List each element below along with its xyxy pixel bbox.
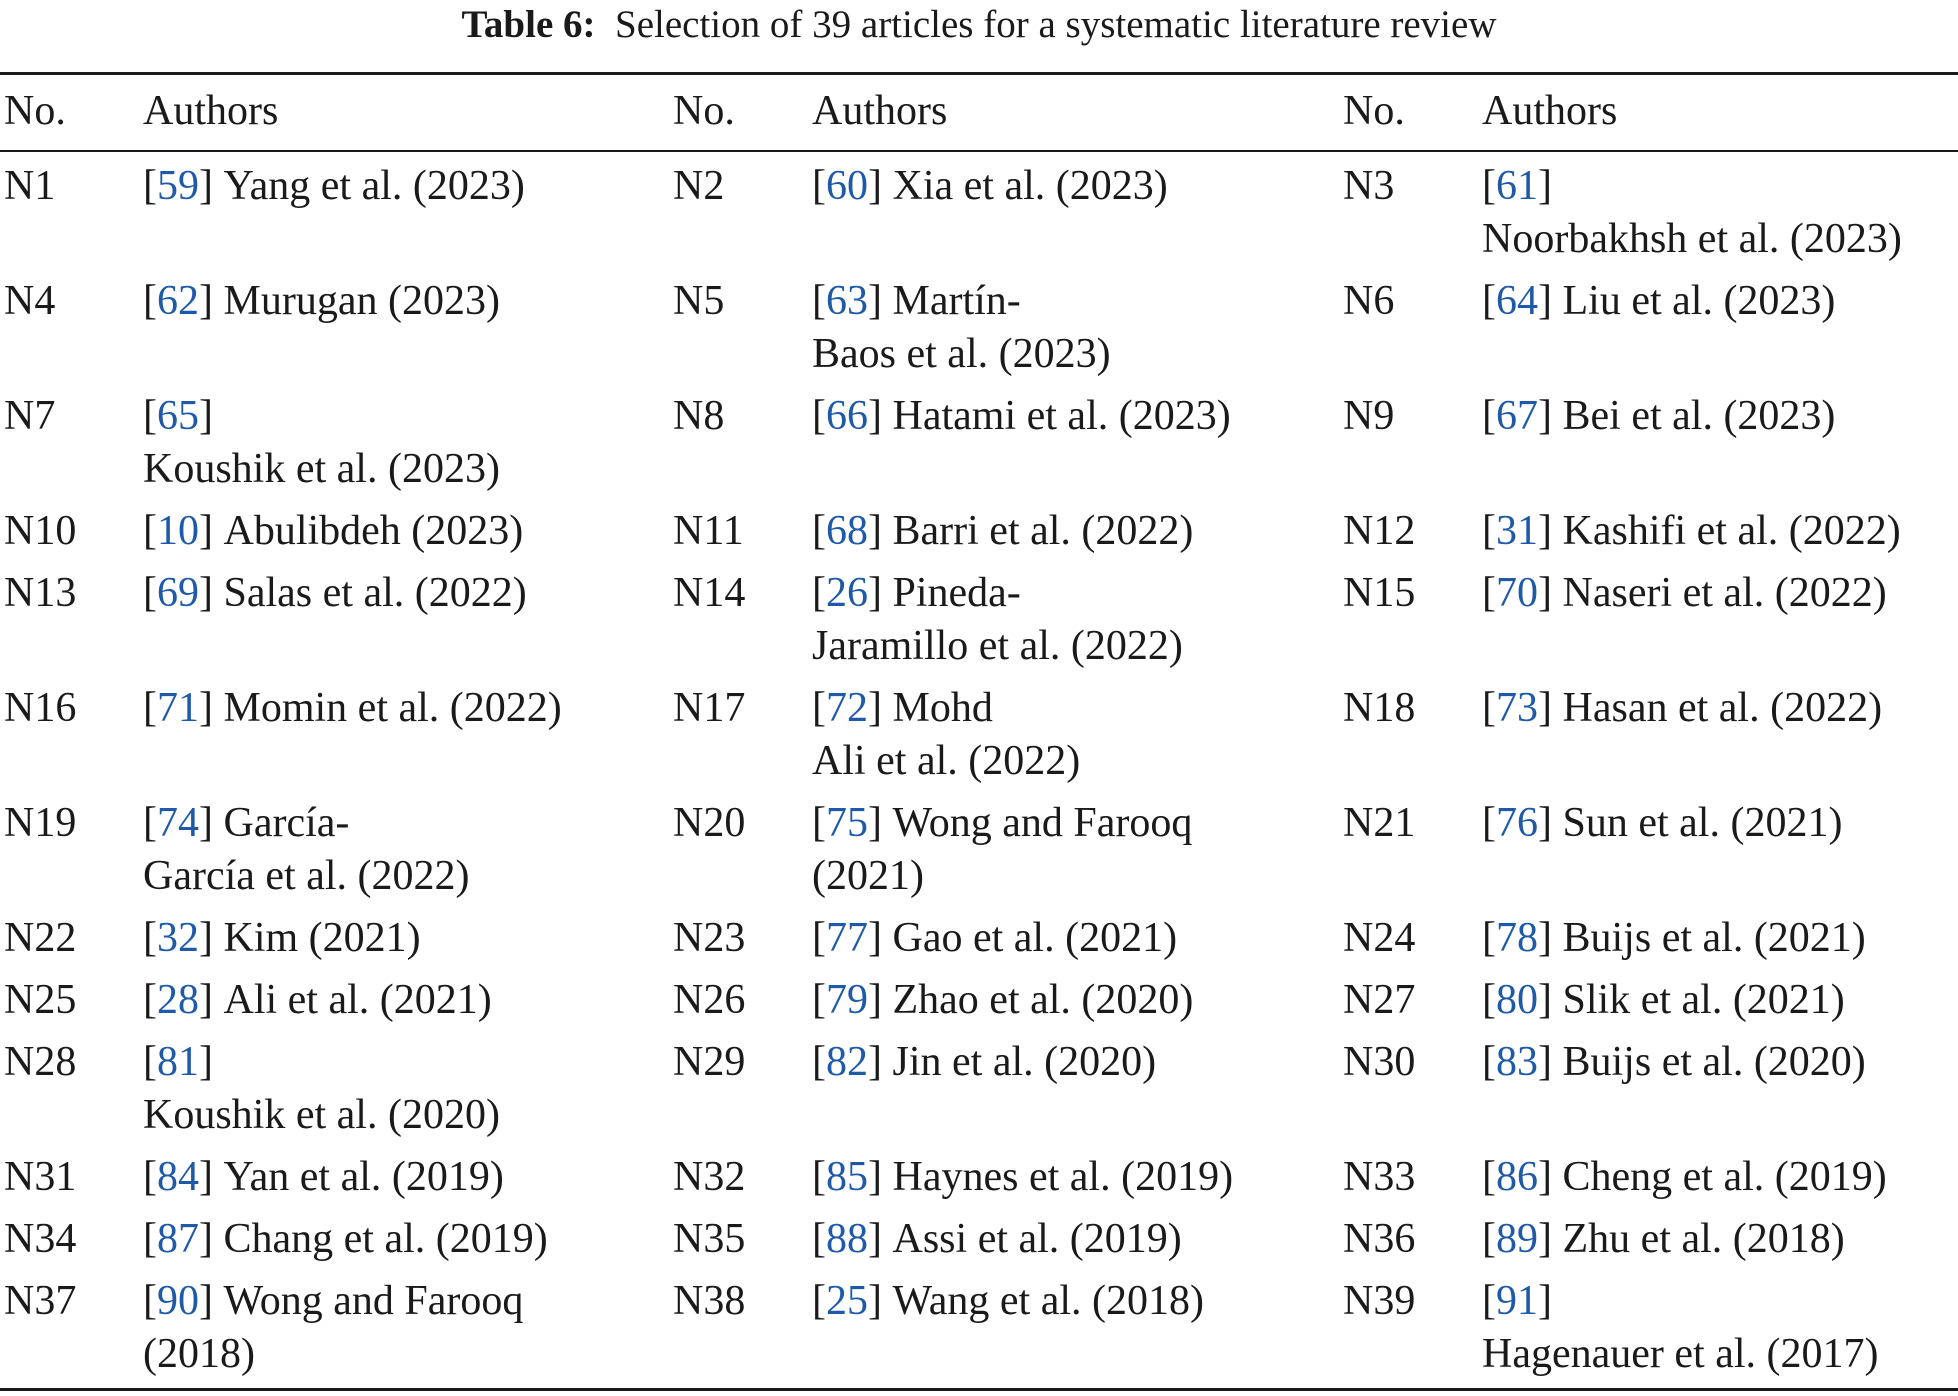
authors-line-1: [91] xyxy=(1482,1278,1552,1324)
article-number: N30 xyxy=(1343,1039,1416,1085)
citation-link[interactable]: 26 xyxy=(826,570,868,616)
article-number: N21 xyxy=(1343,800,1416,846)
article-number: N7 xyxy=(4,393,56,439)
article-number: N32 xyxy=(673,1154,746,1200)
authors-text: Sun et al. (2021) xyxy=(1562,800,1843,846)
article-number: N18 xyxy=(1343,685,1416,731)
authors-line-1: [82] Jin et al. (2020) xyxy=(812,1039,1157,1085)
citation-link[interactable]: 66 xyxy=(826,393,868,439)
bottom-rule xyxy=(0,1388,1958,1391)
article-authors xyxy=(1482,390,1835,443)
article-authors xyxy=(1482,275,1835,328)
authors-text: Martín- xyxy=(892,278,1021,324)
authors-line-1: [88] Assi et al. (2019) xyxy=(812,1216,1182,1262)
authors-text: Gao et al. (2021) xyxy=(892,915,1178,961)
citation-link[interactable]: 10 xyxy=(157,508,199,554)
header-authors: Authors xyxy=(143,88,279,134)
citation-link[interactable]: 82 xyxy=(826,1039,868,1085)
authors-line-1: [84] Yan et al. (2019) xyxy=(143,1154,504,1200)
citation-link[interactable]: 63 xyxy=(826,278,868,324)
citation-link[interactable]: 59 xyxy=(157,163,199,209)
authors-text: Bei et al. (2023) xyxy=(1562,393,1836,439)
article-authors xyxy=(812,390,1231,443)
article-number: N16 xyxy=(4,685,77,731)
citation-link[interactable]: 62 xyxy=(157,278,199,324)
authors-line-1: [85] Haynes et al. (2019) xyxy=(812,1154,1234,1200)
authors-text: Chang et al. (2019) xyxy=(223,1216,548,1262)
authors-text: Naseri et al. (2022) xyxy=(1562,570,1887,616)
article-number: N3 xyxy=(1343,163,1395,209)
citation-link[interactable]: 70 xyxy=(1496,570,1538,616)
authors-text: Momin et al. (2022) xyxy=(223,685,562,731)
authors-line-1: [75] Wong and Farooq xyxy=(812,800,1193,846)
authors-line-1: [66] Hatami et al. (2023) xyxy=(812,393,1231,439)
article-authors xyxy=(812,974,1193,1027)
citation-link[interactable]: 81 xyxy=(157,1039,199,1085)
authors-line-2: Koushik et al. (2020) xyxy=(143,1092,500,1138)
authors-line-1: [83] Buijs et al. (2020) xyxy=(1482,1039,1866,1085)
authors-text: Kim (2021) xyxy=(223,915,421,961)
citation-link[interactable]: 67 xyxy=(1496,393,1538,439)
authors-line-1: [61] xyxy=(1482,163,1552,209)
article-authors xyxy=(1482,974,1845,1027)
article-authors xyxy=(812,567,1183,673)
citation-link[interactable]: 73 xyxy=(1496,685,1538,731)
article-authors xyxy=(143,160,525,213)
article-authors xyxy=(143,390,500,496)
header-authors: Authors xyxy=(1482,88,1618,134)
article-number: N6 xyxy=(1343,278,1395,324)
article-authors xyxy=(812,505,1193,558)
citation-link[interactable]: 28 xyxy=(157,977,199,1023)
authors-line-1: [90] Wong and Farooq xyxy=(143,1278,524,1324)
authors-text: Liu et al. (2023) xyxy=(1562,278,1836,324)
article-authors xyxy=(1482,1151,1887,1204)
article-number: N8 xyxy=(673,393,725,439)
header-no: No. xyxy=(4,88,66,134)
authors-line-2: Hagenauer et al. (2017) xyxy=(1482,1331,1879,1377)
article-number: N23 xyxy=(673,915,746,961)
citation-link[interactable]: 65 xyxy=(157,393,199,439)
article-authors xyxy=(143,1275,523,1381)
citation-link[interactable]: 60 xyxy=(826,163,868,209)
article-number: N37 xyxy=(4,1278,77,1324)
citation-link[interactable]: 89 xyxy=(1496,1216,1538,1262)
article-number: N12 xyxy=(1343,508,1416,554)
authors-line-1: [70] Naseri et al. (2022) xyxy=(1482,570,1887,616)
authors-line-1: [63] Martín- xyxy=(812,278,1021,324)
authors-line-1: [86] Cheng et al. (2019) xyxy=(1482,1154,1887,1200)
authors-text: Kashifi et al. (2022) xyxy=(1562,508,1901,554)
article-number: N19 xyxy=(4,800,77,846)
article-authors xyxy=(812,1036,1156,1089)
article-number: N39 xyxy=(1343,1278,1416,1324)
article-authors xyxy=(1482,797,1842,850)
authors-text: Hatami et al. (2023) xyxy=(892,393,1231,439)
citation-link[interactable]: 76 xyxy=(1496,800,1538,846)
article-number: N34 xyxy=(4,1216,77,1262)
citation-link[interactable]: 80 xyxy=(1496,977,1538,1023)
authors-line-1: [80] Slik et al. (2021) xyxy=(1482,977,1845,1023)
authors-line-2: (2018) xyxy=(143,1331,255,1377)
authors-line-1: [87] Chang et al. (2019) xyxy=(143,1216,548,1262)
citation-link[interactable]: 68 xyxy=(826,508,868,554)
article-number: N11 xyxy=(673,508,744,554)
authors-text: Wang et al. (2018) xyxy=(892,1278,1205,1324)
article-number: N9 xyxy=(1343,393,1395,439)
article-authors xyxy=(812,1275,1204,1328)
authors-text: Ali et al. (2021) xyxy=(223,977,492,1023)
citation-link[interactable]: 88 xyxy=(826,1216,868,1262)
authors-text: Yan et al. (2019) xyxy=(223,1154,504,1200)
authors-line-1: [71] Momin et al. (2022) xyxy=(143,685,562,731)
authors-text: Zhu et al. (2018) xyxy=(1562,1216,1845,1262)
authors-line-1: [69] Salas et al. (2022) xyxy=(143,570,527,616)
header-no: No. xyxy=(673,88,735,134)
authors-line-1: [65] xyxy=(143,393,213,439)
authors-line-1: [77] Gao et al. (2021) xyxy=(812,915,1178,961)
authors-text: Xia et al. (2023) xyxy=(892,163,1168,209)
citation-link[interactable]: 25 xyxy=(826,1278,868,1324)
article-authors xyxy=(812,1151,1233,1204)
article-number: N31 xyxy=(4,1154,77,1200)
article-authors xyxy=(812,797,1192,903)
authors-text: Buijs et al. (2021) xyxy=(1562,915,1866,961)
article-number: N29 xyxy=(673,1039,746,1085)
article-number: N5 xyxy=(673,278,725,324)
article-number: N1 xyxy=(4,163,56,209)
citation-link[interactable]: 91 xyxy=(1496,1278,1538,1324)
authors-line-2: Koushik et al. (2023) xyxy=(143,446,500,492)
article-number: N26 xyxy=(673,977,746,1023)
article-authors xyxy=(1482,1275,1878,1381)
authors-line-1: [79] Zhao et al. (2020) xyxy=(812,977,1194,1023)
citation-link[interactable]: 83 xyxy=(1496,1039,1538,1085)
authors-text: Salas et al. (2022) xyxy=(223,570,527,616)
authors-line-1: [74] García- xyxy=(143,800,350,846)
authors-line-1: [73] Hasan et al. (2022) xyxy=(1482,685,1883,731)
authors-line-1: [64] Liu et al. (2023) xyxy=(1482,278,1836,324)
header-no: No. xyxy=(1343,88,1405,134)
article-authors xyxy=(143,797,470,903)
authors-line-2: García et al. (2022) xyxy=(143,853,470,899)
article-number: N22 xyxy=(4,915,77,961)
article-authors xyxy=(143,974,492,1027)
top-rule xyxy=(0,72,1958,75)
authors-text: Jin et al. (2020) xyxy=(892,1039,1157,1085)
authors-text: Barri et al. (2022) xyxy=(892,508,1194,554)
article-number: N14 xyxy=(673,570,746,616)
authors-text: Murugan (2023) xyxy=(223,278,500,324)
citation-link[interactable]: 74 xyxy=(157,800,199,846)
authors-text: Zhao et al. (2020) xyxy=(892,977,1194,1023)
article-number: N15 xyxy=(1343,570,1416,616)
article-number: N36 xyxy=(1343,1216,1416,1262)
authors-line-1: [76] Sun et al. (2021) xyxy=(1482,800,1843,846)
caption-text: Selection of 39 articles for a systematic literature review xyxy=(615,3,1497,46)
article-authors xyxy=(812,682,1080,788)
authors-line-2: Ali et al. (2022) xyxy=(812,738,1081,784)
citation-link[interactable]: 32 xyxy=(157,915,199,961)
citation-link[interactable]: 84 xyxy=(157,1154,199,1200)
citation-link[interactable]: 79 xyxy=(826,977,868,1023)
citation-link[interactable]: 71 xyxy=(157,685,199,731)
authors-text: García- xyxy=(223,800,350,846)
article-authors xyxy=(812,912,1177,965)
article-authors xyxy=(1482,682,1882,735)
article-authors xyxy=(143,1213,548,1266)
article-number: N20 xyxy=(673,800,746,846)
authors-line-1: [78] Buijs et al. (2021) xyxy=(1482,915,1866,961)
citation-link[interactable]: 72 xyxy=(826,685,868,731)
article-authors xyxy=(1482,505,1901,558)
article-authors xyxy=(143,1151,504,1204)
authors-line-1: [31] Kashifi et al. (2022) xyxy=(1482,508,1901,554)
authors-text: Cheng et al. (2019) xyxy=(1562,1154,1887,1200)
article-authors xyxy=(812,275,1111,381)
caption-label: Table 6: xyxy=(461,3,596,46)
article-number: N33 xyxy=(1343,1154,1416,1200)
article-authors xyxy=(143,912,421,965)
authors-text: Slik et al. (2021) xyxy=(1562,977,1845,1023)
authors-text: Assi et al. (2019) xyxy=(892,1216,1182,1262)
authors-text: Yang et al. (2023) xyxy=(223,163,525,209)
authors-text: Buijs et al. (2020) xyxy=(1562,1039,1866,1085)
authors-line-1: [81] xyxy=(143,1039,213,1085)
article-number: N2 xyxy=(673,163,725,209)
authors-line-2: Jaramillo et al. (2022) xyxy=(812,623,1183,669)
citation-link[interactable]: 87 xyxy=(157,1216,199,1262)
header-authors: Authors xyxy=(812,88,948,134)
citation-link[interactable]: 90 xyxy=(157,1278,199,1324)
authors-line-1: [67] Bei et al. (2023) xyxy=(1482,393,1836,439)
citation-link[interactable]: 61 xyxy=(1496,163,1538,209)
authors-line-1: [89] Zhu et al. (2018) xyxy=(1482,1216,1845,1262)
authors-line-1: [62] Murugan (2023) xyxy=(143,278,500,324)
authors-line-1: [68] Barri et al. (2022) xyxy=(812,508,1194,554)
authors-line-1: [10] Abulibdeh (2023) xyxy=(143,508,524,554)
article-number: N38 xyxy=(673,1278,746,1324)
header-rule xyxy=(0,150,1958,152)
article-authors xyxy=(1482,912,1866,965)
article-authors xyxy=(143,682,562,735)
authors-line-2: (2021) xyxy=(812,853,924,899)
authors-line-1: [32] Kim (2021) xyxy=(143,915,421,961)
article-number: N17 xyxy=(673,685,746,731)
authors-text: Abulibdeh (2023) xyxy=(223,508,524,554)
article-number: N13 xyxy=(4,570,77,616)
citation-link[interactable]: 75 xyxy=(826,800,868,846)
article-authors xyxy=(143,505,523,558)
article-authors xyxy=(1482,567,1887,620)
article-authors xyxy=(143,1036,500,1142)
article-authors xyxy=(812,160,1168,213)
authors-line-1: [60] Xia et al. (2023) xyxy=(812,163,1168,209)
article-number: N28 xyxy=(4,1039,77,1085)
table-caption xyxy=(0,2,1958,48)
article-authors xyxy=(143,275,500,328)
authors-text: Wong and Farooq xyxy=(892,800,1193,846)
article-number: N27 xyxy=(1343,977,1416,1023)
authors-text: Mohd xyxy=(892,685,993,731)
authors-line-2: Baos et al. (2023) xyxy=(812,331,1111,377)
authors-text: Pineda- xyxy=(892,570,1021,616)
citation-link[interactable]: 64 xyxy=(1496,278,1538,324)
authors-line-1: [25] Wang et al. (2018) xyxy=(812,1278,1205,1324)
article-number: N4 xyxy=(4,278,56,324)
authors-text: Haynes et al. (2019) xyxy=(892,1154,1234,1200)
article-authors xyxy=(1482,160,1902,266)
authors-line-1: [59] Yang et al. (2023) xyxy=(143,163,525,209)
citation-link[interactable]: 85 xyxy=(826,1154,868,1200)
article-authors xyxy=(1482,1213,1845,1266)
article-authors xyxy=(1482,1036,1866,1089)
article-number: N35 xyxy=(673,1216,746,1262)
authors-text: Wong and Farooq xyxy=(223,1278,524,1324)
authors-line-2: Noorbakhsh et al. (2023) xyxy=(1482,216,1902,262)
authors-line-1: [26] Pineda- xyxy=(812,570,1021,616)
citation-link[interactable]: 86 xyxy=(1496,1154,1538,1200)
article-authors xyxy=(143,567,527,620)
article-number: N10 xyxy=(4,508,77,554)
authors-line-1: [72] Mohd xyxy=(812,685,993,731)
authors-line-1: [28] Ali et al. (2021) xyxy=(143,977,492,1023)
citation-link[interactable]: 78 xyxy=(1496,915,1538,961)
article-number: N25 xyxy=(4,977,77,1023)
citation-link[interactable]: 77 xyxy=(826,915,868,961)
citation-link[interactable]: 31 xyxy=(1496,508,1538,554)
citation-link[interactable]: 69 xyxy=(157,570,199,616)
article-number: N24 xyxy=(1343,915,1416,961)
article-authors xyxy=(812,1213,1182,1266)
authors-text: Hasan et al. (2022) xyxy=(1562,685,1883,731)
